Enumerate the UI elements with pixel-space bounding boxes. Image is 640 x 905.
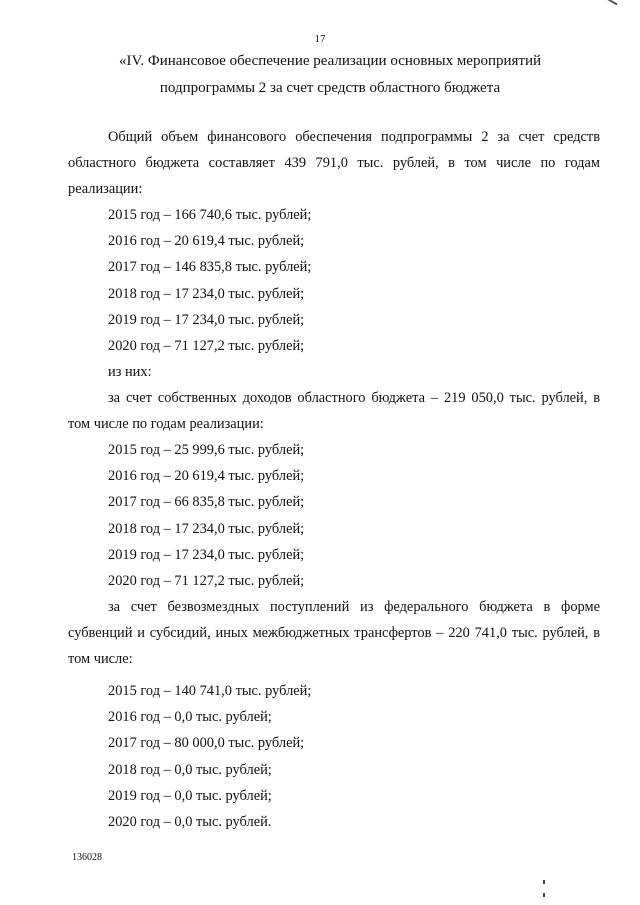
total-by-year-list: [108, 202, 311, 359]
scan-speck: [543, 893, 545, 897]
year-amount-line: 2018 год – 17 234,0 тыс. рублей;: [108, 285, 305, 302]
year-amount-line: 2016 год – 20 619,4 тыс. рублей;: [108, 233, 305, 250]
year-amount-line: 2016 год – 20 619,4 тыс. рублей;: [108, 468, 305, 485]
federal-paragraph: за счет безвозмездных поступлений из федерального бюджета в форме субвенций и субсидий, иных межбюджетных трансфертов – 220 741,0 тыс. рублей, в том числе:: [68, 599, 600, 668]
scan-speck: [543, 880, 545, 884]
year-amount-line: 2017 год – 146 835,8 тыс. рублей;: [108, 259, 312, 276]
scan-mark: [604, 0, 617, 5]
year-amount-line: 2018 год – 17 234,0 тыс. рублей;: [108, 520, 305, 537]
year-amount-line: 2018 год – 0,0 тыс. рублей;: [108, 761, 272, 778]
year-amount-line: 2019 год – 17 234,0 тыс. рублей;: [108, 546, 305, 563]
year-amount-line: 2017 год – 66 835,8 тыс. рублей;: [108, 494, 305, 511]
federal-by-year-list: [108, 678, 311, 835]
year-amount-line: 2020 год – 0,0 тыс. рублей.: [108, 814, 272, 831]
section-title-line-1: «IV. Финансовое обеспечение реализации основных мероприятий: [118, 53, 542, 69]
section-title: [60, 48, 600, 102]
year-amount-line: 2019 год – 17 234,0 тыс. рублей;: [108, 311, 305, 328]
year-amount-line: 2015 год – 25 999,6 тыс. рублей;: [108, 442, 305, 458]
own-income-paragraph: за счет собственных доходов областного бюджета – 219 050,0 тыс. рублей, в том числе по годам реализации:: [68, 390, 600, 433]
intro-paragraph: Общий объем финансового обеспечения подпрограммы 2 за счет средств областного бюджета составляет 439 791,0 тыс. рублей, в том числе по годам реализации:: [68, 129, 600, 198]
year-amount-line: 2020 год – 71 127,2 тыс. рублей;: [108, 338, 305, 355]
year-amount-line: 2019 год – 0,0 тыс. рублей;: [108, 787, 272, 804]
own-income-by-year-list: [108, 437, 304, 594]
year-amount-line: 2015 год – 166 740,6 тыс. рублей;: [108, 207, 312, 223]
year-amount-line: 2020 год – 71 127,2 тыс. рублей;: [108, 573, 305, 590]
section-title-line-2: подпрограммы 2 за счет средств областного бюджета: [159, 80, 501, 96]
of-them-label: из них:: [108, 364, 152, 380]
year-amount-line: 2016 год – 0,0 тыс. рублей;: [108, 709, 272, 726]
year-amount-line: 2015 год – 140 741,0 тыс. рублей;: [108, 683, 312, 699]
document-code: 136028: [72, 852, 102, 863]
page-number: 17: [314, 33, 326, 45]
year-amount-line: 2017 год – 80 000,0 тыс. рублей;: [108, 735, 305, 752]
